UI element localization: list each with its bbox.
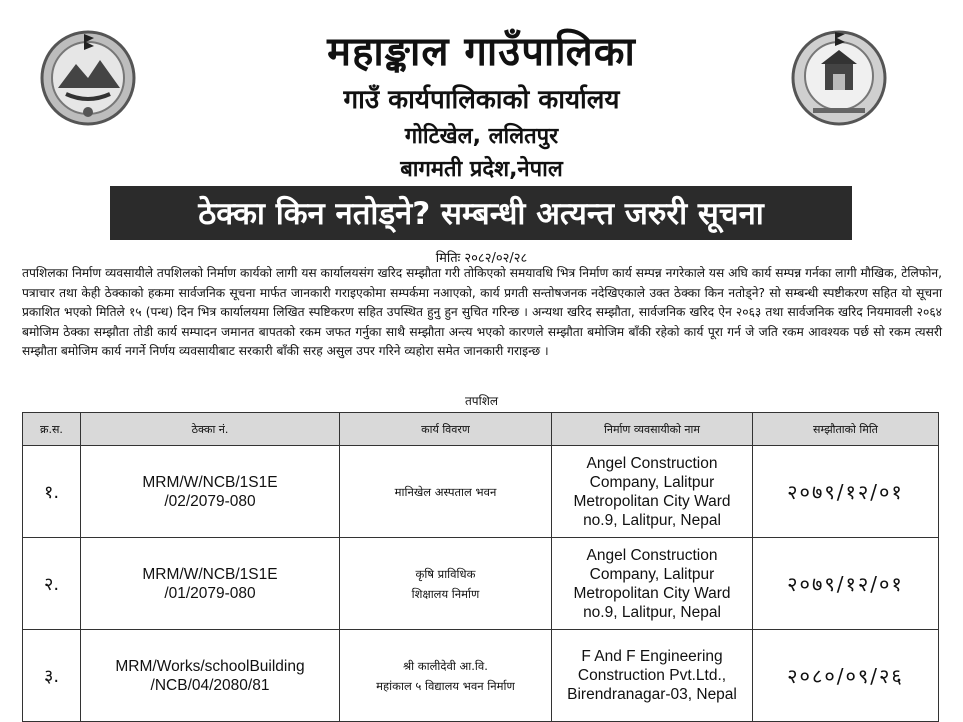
column-header-sn: क्र.स. [23, 413, 81, 446]
work-line: शिक्षालय निर्माण [411, 586, 480, 601]
contract-no-line: /01/2079-080 [164, 584, 256, 602]
row-agreement-date: २०७९/१२/०१ [753, 446, 939, 538]
contract-table [22, 412, 939, 722]
column-header-agreement-date: सम्झौताको मिति [753, 413, 939, 446]
municipality-name: महाङ्काल गाउँपालिका [327, 29, 636, 75]
row-work-description [340, 446, 552, 538]
row-sn: २. [23, 538, 81, 630]
row-builder-name [552, 538, 753, 630]
row-work-description [340, 538, 552, 630]
table-header-row [23, 413, 939, 446]
province-name: बागमती प्रदेश,नेपाल [400, 157, 563, 182]
notice-date: मितिः २०८२/०२/२८ [435, 251, 528, 266]
notice-title: ठेक्का किन नतोड्ने? सम्बन्धी अत्यन्त जरुरी सूचना [110, 186, 852, 240]
table-row [23, 538, 939, 630]
work-line: कृषि प्राविधिक [415, 566, 476, 581]
row-contract-no [81, 538, 340, 630]
column-header-contract-no: ठेक्का नं. [81, 413, 340, 446]
row-work-description [340, 630, 552, 722]
work-line: श्री कालीदेवी आ.वि. [403, 658, 488, 673]
column-header-builder-name: निर्माण व्यवसायीको नाम [552, 413, 753, 446]
contract-no-line: /NCB/04/2080/81 [150, 676, 270, 694]
row-sn: ३. [23, 630, 81, 722]
work-line: महांकाल ५ विद्यालय भवन निर्माण [376, 678, 515, 693]
row-builder-name [552, 630, 753, 722]
builder-text: Angel Construction Company, Lalitpur Metropolitan City Ward no.9, Lalitpur, Nepal [573, 546, 731, 621]
row-builder-name [552, 446, 753, 538]
office-name: गाउँ कार्यपालिकाको कार्यालय [343, 85, 620, 115]
contract-no-line: MRM/Works/schoolBuilding [115, 657, 305, 675]
row-sn: १. [23, 446, 81, 538]
contract-no-line: MRM/W/NCB/1S1E [142, 565, 278, 583]
column-header-work-description: कार्य विवरण [340, 413, 552, 446]
table-row [23, 630, 939, 722]
work-line: मानिखेल अस्पताल भवन [394, 484, 497, 499]
contract-no-line: MRM/W/NCB/1S1E [142, 473, 278, 491]
row-agreement-date: २०७९/१२/०१ [753, 538, 939, 630]
contract-no-line: /02/2079-080 [164, 492, 256, 510]
row-contract-no [81, 446, 340, 538]
row-agreement-date: २०८०/०९/२६ [753, 630, 939, 722]
notice-body: तपशिलका निर्माण व्यवसायीले तपशिलको निर्माण कार्यको लागी यस कार्यालयसंग खरिद सम्झौता गरी तोकिएको समयावधि भित्र निर्माण कार्य सम्पन्न नगरेकाले यस अघि कार्य सम्पन्न गर्नका लागी मौखिक, टेलिफोन, पत्राचार तथा केही ठेक्काको हकमा सार्वजनिक सूचना मार्फत जानकारी गराइएकोमा सम्पर्कमा नआएको, कार्य प्रगती सन्तोषजनक नदेखिएकाले उक्त ठेक्का किन नतोड्ने? सो सम्बन्धी स्पष्टीकरण सहित यो सूचना प्रकाशित भएको मितिले १५ (पन्ध) दिन भित्र कार्यालयमा लिखित स्पष्टिकरण सहित उपस्थित हुनु हुन सुचित गरिन्छ । अन्यथा खरिद सम्झौता, सार्वजनिक खरिद ऐन २०६३ तथा सार्वजनिक खरिद नियमावली २०६४ बमोजिम ठेक्का सम्झौता तोडी कार्य सम्पादन जमानत बापतको रकम जफत गर्नुका साथै सम्झौता अन्त्य भएको कारणले सम्झौता बमोजिम बाँकी रहेको कार्य पूरा गर्न जे जति रकम आवश्यक पर्छ सो रकम त्यसरी सम्झौता बमोजिम कार्य नगर्ने निर्णय व्यवसायीबाट सरकारी बाँकी सरह असुल उपर गरिने व्यहोरा समेत जानकारी गराइन्छ । [22, 266, 942, 358]
table-row [23, 446, 939, 538]
builder-text: F And F Engineering Construction Pvt.Ltd., Birendranagar-03, Nepal [567, 648, 737, 703]
office-location: गोटिखेल, ललितपुर [404, 124, 559, 149]
builder-text: Angel Construction Company, Lalitpur Metropolitan City Ward no.9, Lalitpur, Nepal [573, 454, 731, 529]
row-contract-no [81, 630, 340, 722]
table-caption: तपशिल [464, 394, 499, 408]
